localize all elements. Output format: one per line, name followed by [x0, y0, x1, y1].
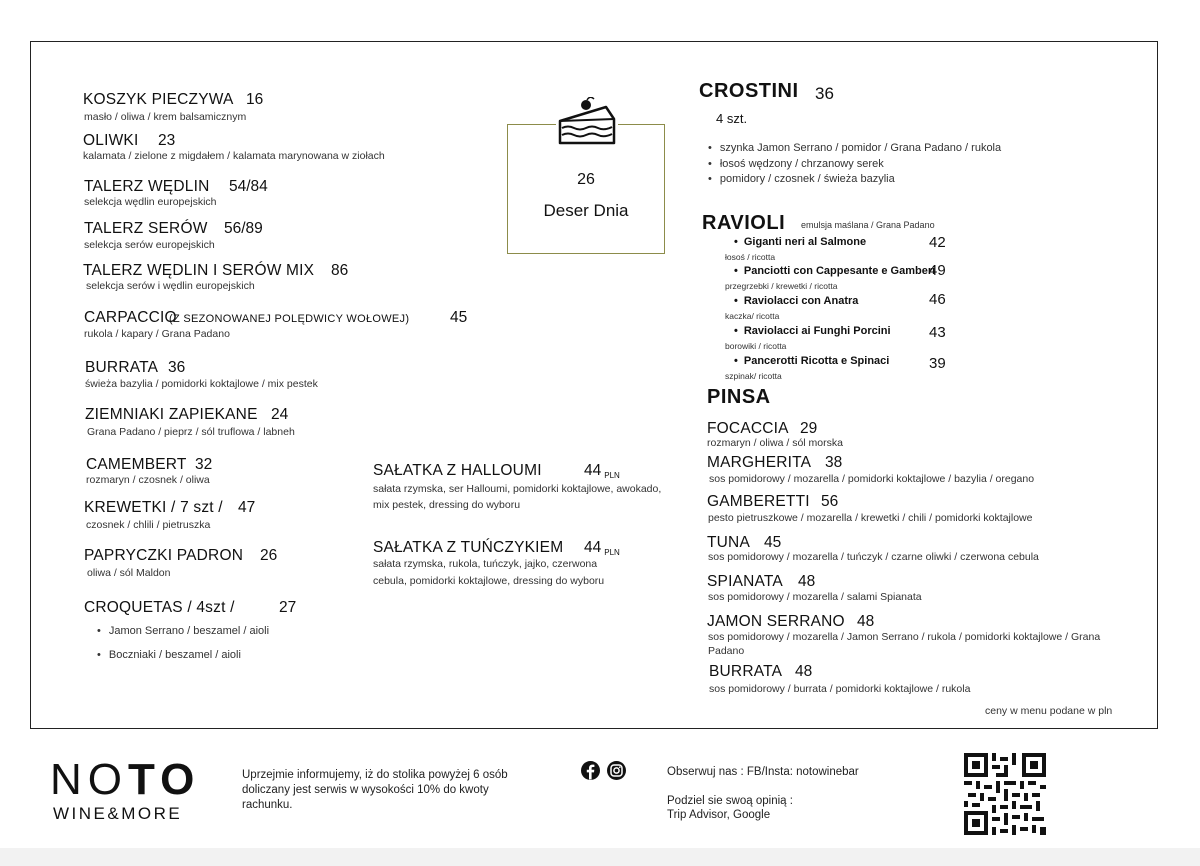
- menu-item-price: 39: [929, 355, 946, 372]
- menu-item-name: TALERZ SERÓW: [84, 220, 208, 237]
- menu-item-name: TALERZ WĘDLIN I SERÓW MIX: [83, 262, 315, 279]
- menu-item-name: CAMEMBERT: [86, 456, 187, 473]
- menu-item-desc: świeża bazylia / pomidorki koktajlowe / mix pestek: [85, 378, 318, 390]
- menu-item-price: 54/84: [229, 178, 268, 195]
- logo: [50, 755, 201, 804]
- service-note: rachunku.: [242, 799, 293, 811]
- menu-item-price: 49: [929, 262, 946, 279]
- menu-item-name: ZIEMNIAKI ZAPIEKANE: [85, 406, 258, 423]
- menu-item-name: FOCACCIA: [707, 420, 789, 437]
- menu-item-desc: pesto pietruszkowe / mozarella / krewetki / chili / pomidorki koktajlowe: [708, 512, 1033, 524]
- menu-item-name: CARPACCIO: [84, 309, 177, 326]
- menu-item-desc: Padano: [708, 645, 745, 657]
- menu-item-desc: sos pomidorowy / mozarella / tuńczyk / czarne oliwki / czerwona cebula: [708, 551, 1039, 563]
- page-bottom-strip: [0, 848, 1200, 866]
- menu-item-desc: rukola / kapary / Grana Padano: [84, 328, 230, 340]
- menu-item-price: 26: [260, 547, 278, 564]
- menu-item-price: 38: [825, 454, 843, 471]
- logo-subtitle: WINE&MORE: [53, 804, 183, 823]
- section-title: RAVIOLI: [702, 212, 786, 234]
- menu-item-name: SPIANATA: [707, 573, 783, 590]
- dessert-box: [507, 124, 665, 254]
- menu-item-name: TALERZ WĘDLIN: [84, 178, 210, 195]
- crostini-count: 4 szt.: [716, 111, 748, 126]
- menu-item-name: • Panciotti con Cappesante e Gamberi: [734, 265, 935, 277]
- menu-item-desc: przegrzebki / krewetki / ricotta: [725, 281, 838, 291]
- logo-text-bold: TO: [128, 755, 201, 804]
- menu-item-desc: kaczka/ ricotta: [725, 311, 780, 321]
- menu-item-price: 48: [857, 613, 875, 630]
- menu-item-price: 47: [238, 499, 256, 516]
- menu-item-desc: cebula, pomidorki koktajlowe, dressing do wyboru: [373, 575, 605, 587]
- menu-item-note: (Z SEZONOWANEJ POLĘDWICY WOŁOWEJ): [169, 313, 410, 325]
- menu-item-desc: czosnek / chlili / pietruszka: [86, 519, 211, 531]
- section-price: 36: [815, 84, 834, 103]
- menu-item-price: 46: [929, 291, 946, 308]
- menu-item-desc: Grana Padano / pieprz / sól truflowa / labneh: [87, 426, 295, 438]
- menu-item-price: 42: [929, 234, 946, 251]
- list-item: • Jamon Serrano / beszamel / aioli: [97, 625, 269, 637]
- logo-text-light: NO: [50, 755, 128, 804]
- service-note: Uprzejmie informujemy, iż do stolika powyżej 6 osób: [242, 769, 508, 781]
- menu-item-name: BURRATA: [709, 663, 783, 680]
- menu-item-price: 56/89: [224, 220, 263, 237]
- menu-item-name: TUNA: [707, 534, 750, 551]
- review-text: Podziel sie swoą opinią :: [667, 795, 793, 807]
- menu-item-desc: sos pomidorowy / mozarella / Jamon Serrano / rukola / pomidorki koktajlowe / Grana: [708, 631, 1101, 643]
- menu-item-desc: sos pomidorowy / mozarella / pomidorki koktajlowe / bazylia / oregano: [709, 473, 1035, 485]
- menu-item-desc: selekcja wędlin europejskich: [84, 196, 217, 208]
- price-value: 44: [584, 462, 602, 479]
- menu-item-price: 45: [450, 309, 468, 326]
- menu-item-name: • Raviolacci con Anatra: [734, 295, 858, 307]
- menu-item-name: MARGHERITA: [707, 454, 812, 471]
- menu-item-price: 86: [331, 262, 349, 279]
- currency-label: PLN: [604, 548, 620, 557]
- dessert-price: 26: [577, 171, 595, 188]
- section-title: PINSA: [707, 386, 771, 408]
- instagram-icon[interactable]: [607, 761, 626, 780]
- menu-item-desc: oliwa / sól Maldon: [87, 567, 171, 579]
- menu-item-price: 24: [271, 406, 289, 423]
- menu-item-desc: rozmaryn / oliwa / sól morska: [707, 437, 843, 449]
- price-value: 44: [584, 539, 602, 556]
- menu-item-price: 32: [195, 456, 213, 473]
- prices-note: ceny w menu podane w pln: [985, 705, 1113, 717]
- section-note: emulsja maślana / Grana Padano: [801, 220, 935, 230]
- menu-item-price: [584, 539, 620, 557]
- qr-code-icon[interactable]: [964, 753, 1046, 835]
- cake-icon: [556, 97, 618, 149]
- menu-item-desc: selekcja serów i wędlin europejskich: [86, 280, 255, 292]
- menu-item-price: 43: [929, 324, 946, 341]
- menu-item-name: SAŁATKA Z TUŃCZYKIEM: [373, 539, 564, 556]
- menu-item-name: CROQUETAS / 4szt /: [84, 599, 235, 616]
- menu-item-price: 56: [821, 493, 839, 510]
- menu-item-price: 27: [279, 599, 297, 616]
- menu-item-desc: łosoś / ricotta: [725, 252, 776, 262]
- currency-label: PLN: [604, 471, 620, 480]
- menu-item-price: 36: [168, 359, 186, 376]
- dessert-name: Deser Dnia: [543, 201, 629, 220]
- list-item: • pomidory / czosnek / świeża bazylia: [708, 173, 895, 185]
- section-title: CROSTINI: [699, 80, 799, 102]
- menu-item-name: • Raviolacci ai Funghi Porcini: [734, 325, 891, 337]
- menu-item-price: 48: [798, 573, 816, 590]
- list-item: • Boczniaki / beszamel / aioli: [97, 649, 241, 661]
- menu-item-desc: rozmaryn / czosnek / oliwa: [86, 474, 210, 486]
- menu-item-desc: szpinak/ ricotta: [725, 371, 782, 381]
- service-note: doliczany jest serwis w wysokości 10% do kwoty: [242, 784, 489, 796]
- menu-item-name: SAŁATKA Z HALLOUMI: [373, 462, 542, 479]
- follow-text: Obserwuj nas : FB/Insta: notowinebar: [667, 766, 859, 778]
- menu-item-name: • Giganti neri al Salmone: [734, 236, 866, 248]
- facebook-icon[interactable]: [581, 761, 600, 780]
- menu-item-price: 45: [764, 534, 782, 551]
- menu-item-name: OLIWKI: [83, 132, 139, 149]
- menu-item-desc: selekcja serów europejskich: [84, 239, 215, 251]
- menu-item-name: GAMBERETTI: [707, 493, 810, 510]
- menu-item-name: JAMON SERRANO: [707, 613, 845, 630]
- list-item: • łosoś wędzony / chrzanowy serek: [708, 158, 884, 170]
- menu-item-price: 48: [795, 663, 813, 680]
- menu-item-name: PAPRYCZKI PADRON: [84, 547, 244, 564]
- menu-item-price: [584, 462, 620, 480]
- menu-item-name: KOSZYK PIECZYWA: [83, 91, 234, 108]
- menu-item-desc: sałata rzymska, rukola, tuńczyk, jajko, czerwona: [373, 558, 598, 570]
- menu-item-name: BURRATA: [85, 359, 159, 376]
- menu-item-desc: sałata rzymska, ser Halloumi, pomidorki koktajlowe, awokado,: [373, 483, 662, 495]
- menu-item-desc: mix pestek, dressing do wyboru: [373, 499, 521, 511]
- menu-item-price: 29: [800, 420, 818, 437]
- menu-item-desc: sos pomidorowy / mozarella / salami Spianata: [708, 591, 922, 603]
- list-item: • szynka Jamon Serrano / pomidor / Grana Padano / rukola: [708, 142, 1001, 154]
- menu-item-desc: kalamata / zielone z migdałem / kalamata marynowana w ziołach: [83, 150, 385, 162]
- menu-item-desc: borowiki / ricotta: [725, 341, 787, 351]
- menu-item-desc: masło / oliwa / krem balsamicznym: [84, 111, 247, 123]
- menu-item-name: • Pancerotti Ricotta e Spinaci: [734, 355, 889, 367]
- menu-item-name: KREWETKI / 7 szt /: [84, 499, 223, 516]
- menu-item-price: 23: [158, 132, 176, 149]
- menu-item-price: 16: [246, 91, 264, 108]
- review-text: Trip Advisor, Google: [667, 809, 771, 821]
- menu-item-desc: sos pomidorowy / burrata / pomidorki koktajlowe / rukola: [709, 683, 971, 695]
